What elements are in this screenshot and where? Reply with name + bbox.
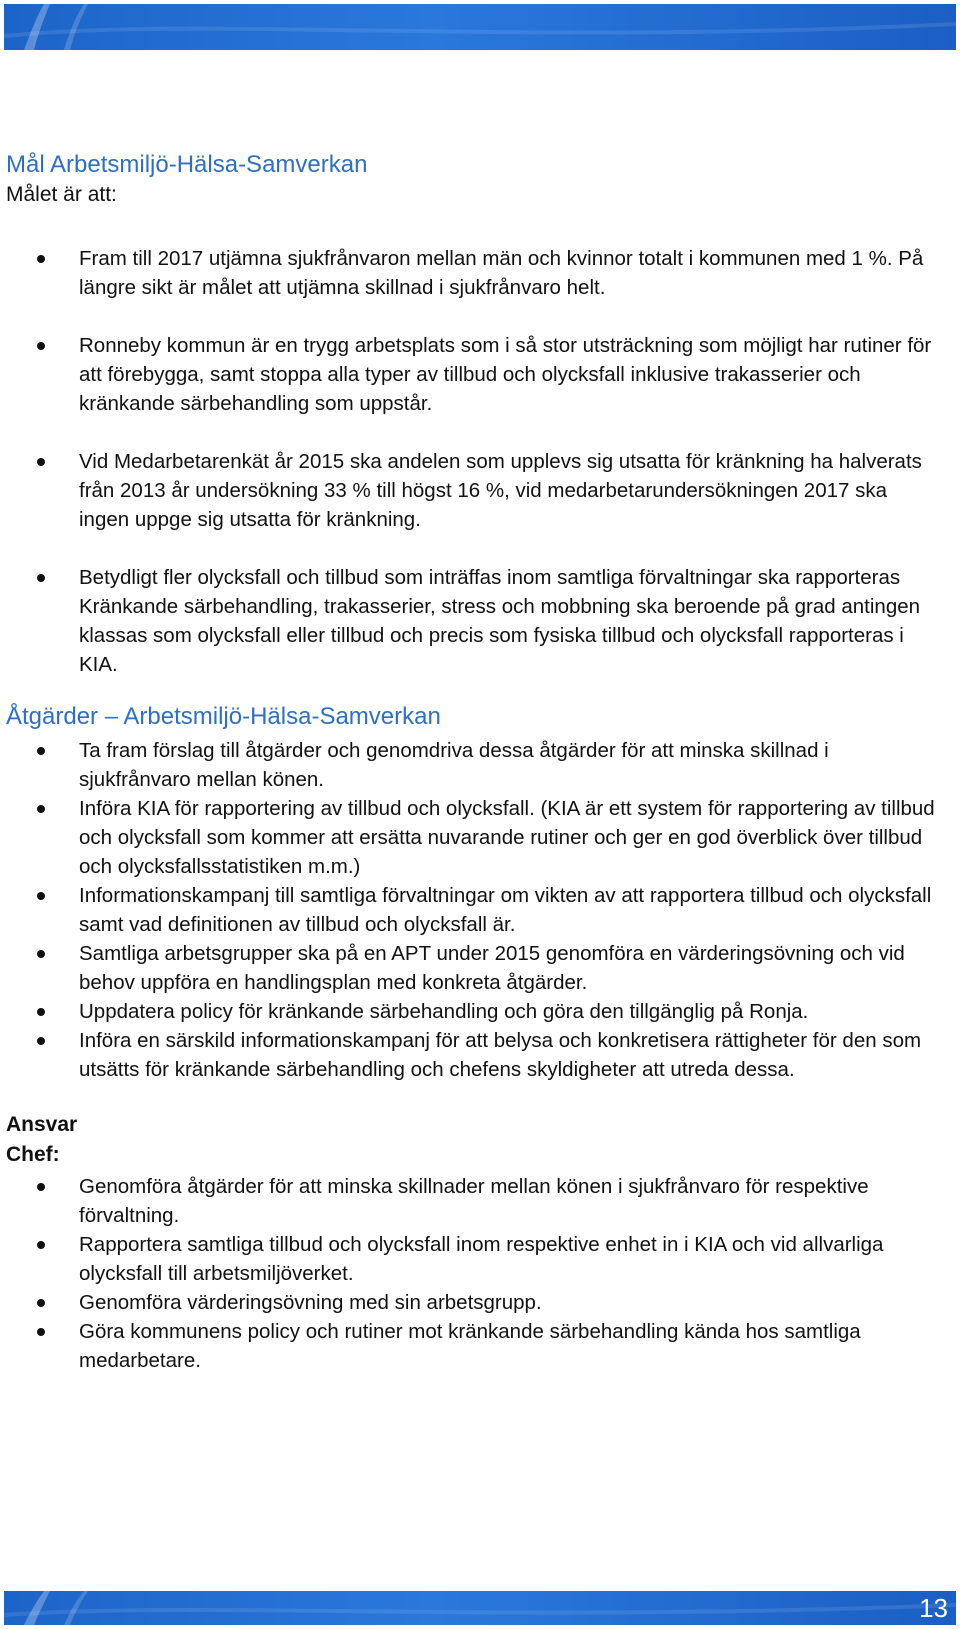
list-item — [6, 447, 936, 534]
banner-wave-decoration — [4, 1591, 956, 1625]
list-item — [6, 997, 936, 1026]
bullet-icon — [37, 1008, 45, 1016]
footer-banner — [4, 1591, 956, 1625]
bullet-icon — [37, 1037, 45, 1045]
list-item — [6, 1230, 936, 1288]
bullet-icon — [37, 574, 45, 582]
responsibility-subheading: Chef: — [6, 1143, 60, 1166]
list-item-text: Göra kommunens policy och rutiner mot kränkande särbehandling kända hos samtliga medarbetare. — [79, 1320, 861, 1372]
list-item-text: Samtliga arbetsgrupper ska på en APT under 2015 genomföra en värderingsövning och vid behov uppföra en handlingsplan med konkreta åtgärder. — [79, 942, 905, 994]
list-item-text: Införa en särskild informationskampanj för att belysa och konkretisera rättigheter för den som utsätts för kränkande särbehandling och chefens skyldigheter att utreda dessa. — [79, 1029, 922, 1081]
bullet-icon — [37, 1183, 45, 1191]
bullet-icon — [37, 458, 45, 466]
list-item — [6, 244, 936, 302]
bullet-icon — [37, 805, 45, 813]
list-item-text: Införa KIA för rapportering av tillbud och olycksfall. (KIA är ett system för rapportering av tillbud och olycksfall som kommer att ersätta nuvarande rutiner och ger en god överblick över tillbud och olycksfallsstatistiken m.m.) — [79, 797, 935, 878]
list-item — [6, 1026, 936, 1084]
list-item — [6, 1172, 936, 1230]
list-item — [6, 563, 936, 679]
bullet-icon — [37, 950, 45, 958]
page-number: 13 — [919, 1593, 948, 1623]
bullet-icon — [37, 747, 45, 755]
list-item-text: Informationskampanj till samtliga förvaltningar om vikten av att rapportera tillbud och olycksfall samt vad definitionen av tillbud och olycksfall är. — [79, 884, 932, 936]
goals-heading: Mål Arbetsmiljö-Hälsa-Samverkan — [6, 151, 368, 178]
goals-list — [6, 244, 936, 679]
list-item-text: Uppdatera policy för kränkande särbehandling och göra den tillgänglig på Ronja. — [79, 1000, 809, 1023]
responsibility-list — [6, 1172, 936, 1375]
list-item — [6, 1288, 936, 1317]
bullet-icon — [37, 1328, 45, 1336]
list-item-text: Ta fram förslag till åtgärder och genomdriva dessa åtgärder för att minska skillnad i sjukfrånvaro mellan könen. — [79, 739, 829, 791]
actions-heading: Åtgärder – Arbetsmiljö-Hälsa-Samverkan — [6, 703, 441, 730]
list-item — [6, 939, 936, 997]
bullet-icon — [37, 1299, 45, 1307]
document-body — [6, 150, 936, 1375]
bullet-icon — [37, 255, 45, 263]
list-item — [6, 331, 936, 418]
goals-intro: Målet är att: — [6, 183, 117, 206]
list-item — [6, 881, 936, 939]
list-item — [6, 736, 936, 794]
list-item-text: Genomföra åtgärder för att minska skillnader mellan könen i sjukfrånvaro för respektive förvaltning. — [79, 1175, 869, 1227]
list-item — [6, 1317, 936, 1375]
list-item-text: Betydligt fler olycksfall och tillbud som inträffas inom samtliga förvaltningar ska rapporteras Kränkande särbehandling, trakasserier, stress och mobbning ska beroende på grad antingen klassas som olycksfall eller tillbud och precis som fysiska tillbud och olycksfall rapporteras i KIA. — [79, 566, 921, 676]
list-item-text: Fram till 2017 utjämna sjukfrånvaron mellan män och kvinnor totalt i kommunen med 1 %. På längre sikt är målet att utjämna skillnad i sjukfrånvaro helt. — [79, 247, 924, 299]
header-banner — [4, 4, 956, 50]
list-item-text: Rapportera samtliga tillbud och olycksfall inom respektive enhet in i KIA och vid allvarliga olycksfall till arbetsmiljöverket. — [79, 1233, 884, 1285]
actions-list — [6, 736, 936, 1084]
list-item-text: Genomföra värderingsövning med sin arbetsgrupp. — [79, 1291, 542, 1314]
responsibility-heading: Ansvar — [6, 1113, 78, 1136]
banner-wave-decoration — [4, 4, 956, 50]
list-item — [6, 794, 936, 881]
bullet-icon — [37, 342, 45, 350]
bullet-icon — [37, 1241, 45, 1249]
bullet-icon — [37, 892, 45, 900]
list-item-text: Ronneby kommun är en trygg arbetsplats som i så stor utsträckning som möjligt har rutiner för att förebygga, samt stoppa alla typer av tillbud och olycksfall inklusive trakasserier och kränkande särbehandling som uppstår. — [79, 334, 932, 415]
list-item-text: Vid Medarbetarenkät år 2015 ska andelen som upplevs sig utsatta för kränkning ha halverats från 2013 år undersökning 33 % till högst 16 %, vid medarbetarundersökningen 2017 ska ingen uppge sig utsatta för kränkning. — [79, 450, 922, 531]
